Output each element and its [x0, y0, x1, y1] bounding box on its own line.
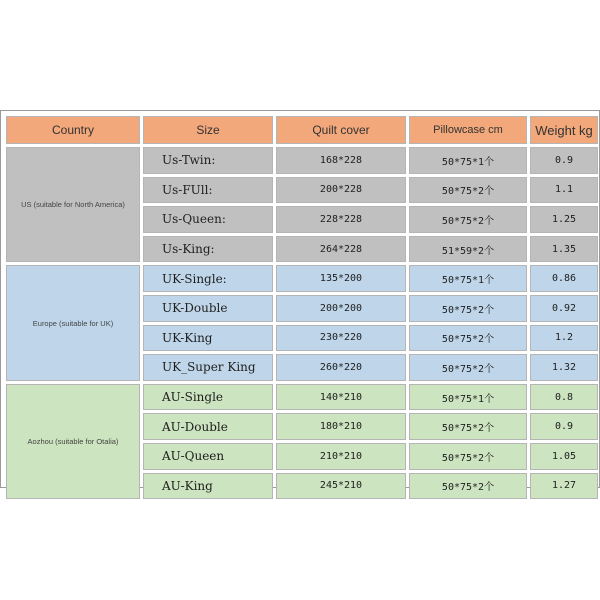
header-quilt-cover: Quilt cover	[276, 116, 406, 144]
size-cell: Us-Twin:	[143, 147, 273, 174]
pillow-cell: 50*75*2个	[409, 473, 527, 500]
country-cell-aozhou: Aozhou (suitable for Otalia)	[6, 384, 140, 499]
size-cell: AU-Single	[143, 384, 273, 411]
size-cell: AU-King	[143, 473, 273, 500]
weight-cell: 0.8	[530, 384, 598, 411]
weight-cell: 1.32	[530, 354, 598, 381]
weight-cell: 0.9	[530, 147, 598, 174]
size-cell: AU-Double	[143, 413, 273, 440]
table-row	[6, 265, 598, 292]
quilt-cell: 168*228	[276, 147, 406, 174]
header-row	[6, 116, 598, 144]
header-pillowcase: Pillowcase cm	[409, 116, 527, 144]
size-cell: UK-Double	[143, 295, 273, 322]
weight-cell: 1.35	[530, 236, 598, 263]
pillow-cell: 50*75*1个	[409, 384, 527, 411]
weight-cell: 0.92	[530, 295, 598, 322]
size-cell: AU-Queen	[143, 443, 273, 470]
size-chart-table	[3, 113, 600, 502]
quilt-cell: 180*210	[276, 413, 406, 440]
pillow-cell: 50*75*2个	[409, 413, 527, 440]
pillow-cell: 50*75*2个	[409, 354, 527, 381]
quilt-cell: 200*200	[276, 295, 406, 322]
quilt-cell: 228*228	[276, 206, 406, 233]
weight-cell: 1.05	[530, 443, 598, 470]
pillow-cell: 50*75*2个	[409, 206, 527, 233]
size-cell: Us-Queen:	[143, 206, 273, 233]
size-cell: UK-King	[143, 325, 273, 352]
pillow-cell: 50*75*1个	[409, 265, 527, 292]
quilt-cell: 245*210	[276, 473, 406, 500]
pillow-cell: 50*75*1个	[409, 147, 527, 174]
country-cell-us: US (suitable for North America)	[6, 147, 140, 262]
country-cell-europe: Europe (suitable for UK)	[6, 265, 140, 380]
quilt-cell: 260*220	[276, 354, 406, 381]
table-row	[6, 384, 598, 411]
quilt-cell: 135*200	[276, 265, 406, 292]
pillow-cell: 50*75*2个	[409, 295, 527, 322]
pillow-cell: 50*75*2个	[409, 177, 527, 204]
weight-cell: 1.2	[530, 325, 598, 352]
weight-cell: 0.86	[530, 265, 598, 292]
quilt-cell: 210*210	[276, 443, 406, 470]
table-row	[6, 147, 598, 174]
size-cell: Us-King:	[143, 236, 273, 263]
header-size: Size	[143, 116, 273, 144]
weight-cell: 1.1	[530, 177, 598, 204]
size-cell: Us-FUll:	[143, 177, 273, 204]
pillow-cell: 51*59*2个	[409, 236, 527, 263]
size-cell: UK_Super King	[143, 354, 273, 381]
size-chart-frame	[0, 110, 600, 494]
quilt-cell: 200*228	[276, 177, 406, 204]
quilt-cell: 230*220	[276, 325, 406, 352]
pillow-cell: 50*75*2个	[409, 325, 527, 352]
header-weight: Weight kg	[530, 116, 598, 144]
quilt-cell: 140*210	[276, 384, 406, 411]
weight-cell: 1.27	[530, 473, 598, 500]
header-country: Country	[6, 116, 140, 144]
weight-cell: 0.9	[530, 413, 598, 440]
weight-cell: 1.25	[530, 206, 598, 233]
pillow-cell: 50*75*2个	[409, 443, 527, 470]
quilt-cell: 264*228	[276, 236, 406, 263]
size-cell: UK-Single:	[143, 265, 273, 292]
